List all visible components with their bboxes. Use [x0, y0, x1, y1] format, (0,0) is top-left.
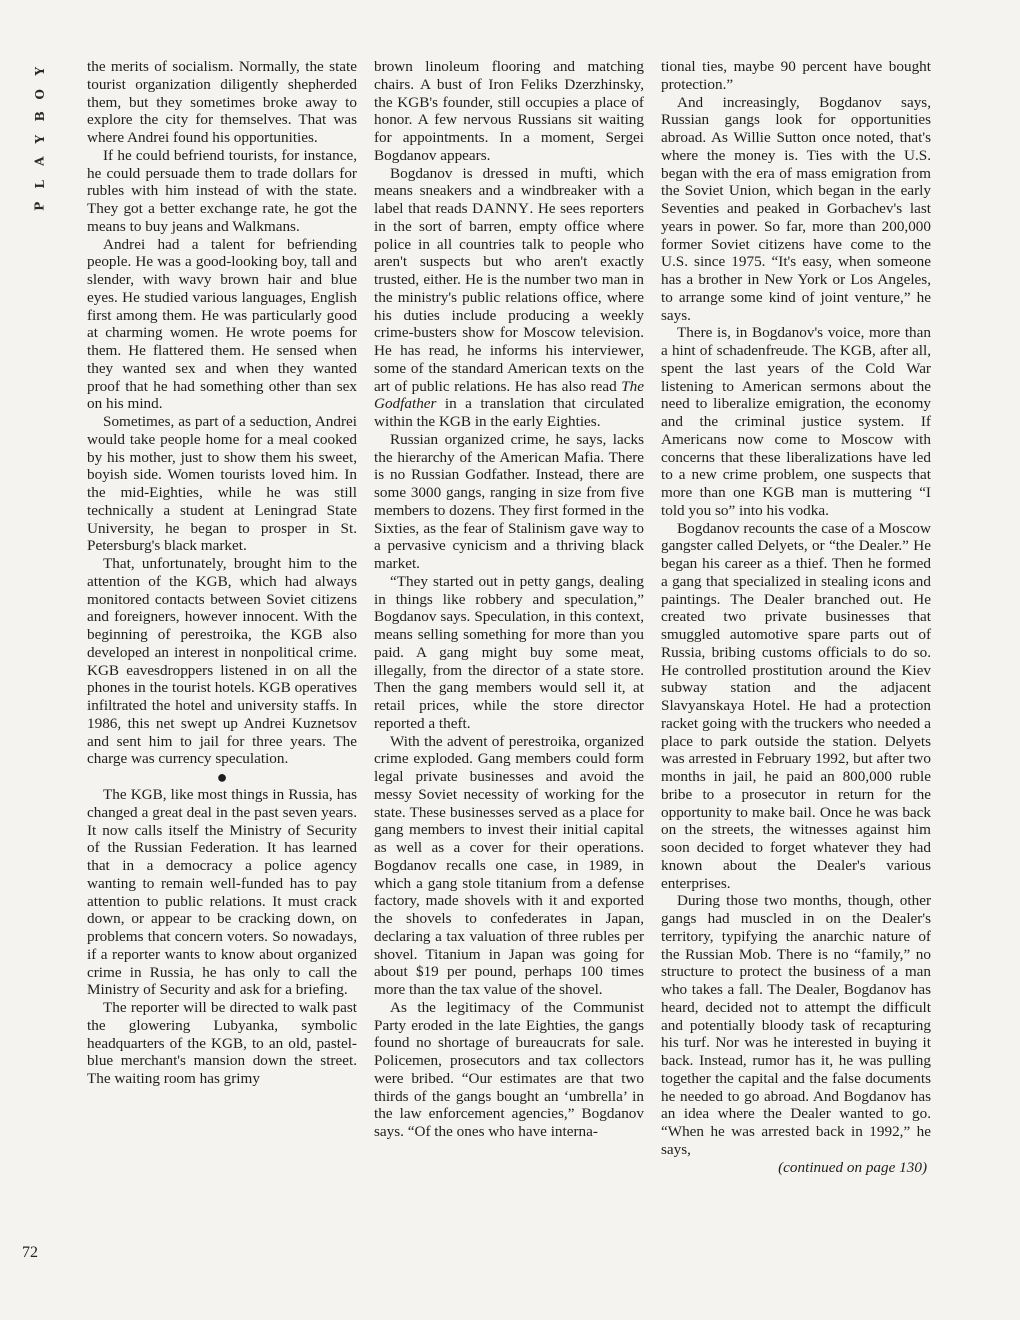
side-letter: L	[32, 179, 47, 188]
page-number: 72	[22, 1244, 38, 1261]
paragraph: tional ties, maybe 90 percent have bought protection.”	[661, 58, 931, 93]
paragraph: Andrei had a talent for befriending people. He was a good-looking boy, tall and slender, with wavy brown hair and blue eyes. He studied various languages, English first among them. He was particularly good at charming women. He wrote poems for them. He flattered them. He sensed when they wanted sex and when they wanted proof that he had something other than sex on his mind.	[87, 235, 357, 413]
paragraph: Sometimes, as part of a seduction, Andrei would take people home for a meal cooked by his mother, just to show them his sweet, boyish side. Women tourists loved him. In the mid-Eighties, while he was still technically a student at Leningrad State University, he began to prosper in St. Petersburg's black market.	[87, 413, 357, 555]
text-run: Bogdanov is dressed in mufti, which means sneakers and a windbreaker with a label that reads	[374, 164, 644, 217]
side-letter: Y	[32, 134, 47, 144]
article-column-1	[87, 58, 357, 1088]
paragraph: During those two months, though, other gangs had muscled in on the Dealer's territory, typifying the anarchic nature of the Russian Mob. There is no “family,” no structure to protect the business of a man who takes a fall. The Dealer, Bogdanov has heard, decided not to attempt the difficult and potentially bloody task of recapturing his turf. Nor was he interested in buying it back. Instead, rumor has it, he was pulling together the capital and the false documents he needed to go abroad. And Bogdanov has an idea where the Dealer wanted to go. “When he was arrested back in 1992,” he says,	[661, 892, 931, 1158]
article-column-3	[661, 58, 931, 1176]
side-letter: Y	[32, 66, 47, 76]
paragraph: With the advent of perestroika, organized crime exploded. Gang members could form legal private businesses and avoid the messy Soviet necessity of working for the state. These businesses served as a place for gang members to invest their initial capital as well as a cover for their operations. Bogdanov recalls one case, in 1989, in which a gang stole titanium from a defense factory, made shovels with it and exported the shovels to confederates in Japan, declaring a tax valuation of three rubles per shovel. Titanium in Japan was going for about $19 per pound, perhaps 100 times more than the tax value of the shovel.	[374, 732, 644, 998]
paragraph: “They started out in petty gangs, dealing in things like robbery and speculation,” Bogdanov says. Speculation, in this context, means selling something for more than you paid. A gang might buy some meat, illegally, from the director of a state store. Then the gang members would sell it, at retail prices, while the store director reported a theft.	[374, 572, 644, 732]
paragraph-with-label	[374, 165, 644, 431]
continued-on-link[interactable]: (continued on page 130)	[778, 1158, 927, 1176]
paragraph: Bogdanov recounts the case of a Moscow gangster called Delyets, or “the Dealer.” He began his career as a thief. Then he formed a gang that specialized in stealing icons and paintings. The Dealer branched out. He created two private businesses that smuggled automotive spare parts out of Russia, bribing customs officials to do so. He controlled prostitution around the Kiev subway station and the adjacent Slavyanskaya Hotel. He had a protection racket going with the truckers who needed a place to park outside the station. Delyets was arrested in February 1992, but after two months in jail, he paid an 800,000 ruble bribe to a prosecutor in return for the opportunity to make bail. Once he was back on the streets, the witnesses against him soon decided to forget whatever they had known about the Dealer's various enterprises.	[661, 519, 931, 892]
magazine-name-vertical	[30, 60, 50, 218]
text-run: in a translation that circulated within the KGB in the early Eighties.	[374, 395, 644, 430]
side-letter: P	[32, 201, 47, 211]
jacket-label-text: DANNY	[472, 200, 530, 217]
paragraph: And increasingly, Bogdanov says, Russian gangs look for opportunities abroad. As Willie Sutton once noted, that's where the money is. Ties with the U.S. began with the era of mass emigration from the Soviet Union, which began in the early Seventies and peaked in Gorbachev's last years in power. So far, more than 200,000 former Soviet citizens have come to the U.S. since 1975. “It's easy, when someone has a brother in New York or Los Angeles, to arrange some kind of joint venture,” he says.	[661, 93, 931, 324]
side-letter: B	[32, 111, 47, 122]
paragraph: the merits of socialism. Normally, the state tourist organization diligently shepherded them, but they sometimes broke away to explore the city for themselves. That was where Andrei found his opportunities.	[87, 58, 357, 146]
paragraph: There is, in Bogdanov's voice, more than a hint of schadenfreude. The KGB, after all, spent the last years of the Cold War listening to American sermons about the need to liberalize emigration, the economy and the criminal justice system. If Americans now come to Moscow with concerns that these liberalizations have led to a new crime problem, one suspects that more than one KGB man is muttering “I told you so” into his vodka.	[661, 324, 931, 519]
paragraph: The KGB, like most things in Russia, has changed a great deal in the past seven years. It now calls itself the Ministry of Security of the Russian Federation. It has learned that in a democracy a police agency wanting to remain well-funded has to pay attention to public relations. It must crack down, or appear to be cracking down, on problems that concern voters. So nowadays, if a reporter wants to know about organized crime in Russia, he has only to call the Ministry of Security and ask for a briefing.	[87, 786, 357, 999]
paragraph: As the legitimacy of the Communist Party eroded in the late Eighties, the gangs found no shortage of bureaucrats for sale. Policemen, prosecutors and tax collectors were bribed. “Our estimates are that two thirds of the gangs bought an ‘umbrella’ in the law enforcement agencies,” Bogdanov says. “Of the ones who have interna-	[374, 998, 644, 1140]
paragraph: If he could befriend tourists, for instance, he could persuade them to trade dollars for rubles with him instead of with the state. They got a better exchange rate, he got the means to buy jeans and Walkmans.	[87, 146, 357, 235]
section-separator-bullet: ●	[216, 767, 228, 787]
article-column-2	[374, 58, 644, 1141]
paragraph: brown linoleum flooring and matching chairs. A bust of Iron Feliks Dzerzhinsky, the KGB's founder, still occupies a place of honor. A few nervous Russians sit waiting for appointments. In a moment, Sergei Bogdanov appears.	[374, 58, 644, 164]
side-letter: O	[32, 88, 47, 99]
book-title: The Godfather	[374, 377, 644, 413]
paragraph: That, unfortunately, brought him to the attention of the KGB, which had always monitored contacts between Soviet citizens and foreigners, however innocent. With the beginning of perestroika, the KGB also developed an interest in nonpolitical crime. KGB eavesdroppers listened in on all the phones in the tourist hotels. KGB operatives infiltrated the hotel and university staffs. In 1986, this net swept up Andrei Kuznetsov and sent him to jail for three years. The charge was currency speculation.	[87, 555, 357, 768]
paragraph: The reporter will be directed to walk past the glowering Lubyanka, symbolic headquarters of the KGB, to an old, pastel-blue merchant's mansion down the street. The waiting room has grimy	[87, 999, 357, 1087]
text-run: . He sees reporters in the sort of barren, empty office where police in all countries talk to people who aren't suspects but who aren't exactly trusted, either. He is the number two man in the ministry's public relations office, where his duties include producing a weekly crime-busters show for Moscow television. He has read, he informs his interviewer, some of the standard American texts on the art of public relations. He has also read	[374, 200, 644, 395]
side-letter: A	[32, 156, 47, 166]
paragraph: Russian organized crime, he says, lacks the hierarchy of the American Mafia. There is no Russian Godfather. Instead, there are some 3000 gangs, ranging in size from five members to dozens. They first formed in the Sixties, as the fear of Stalinism gave way to a pervasive cynicism and a thriving black market.	[374, 430, 644, 572]
